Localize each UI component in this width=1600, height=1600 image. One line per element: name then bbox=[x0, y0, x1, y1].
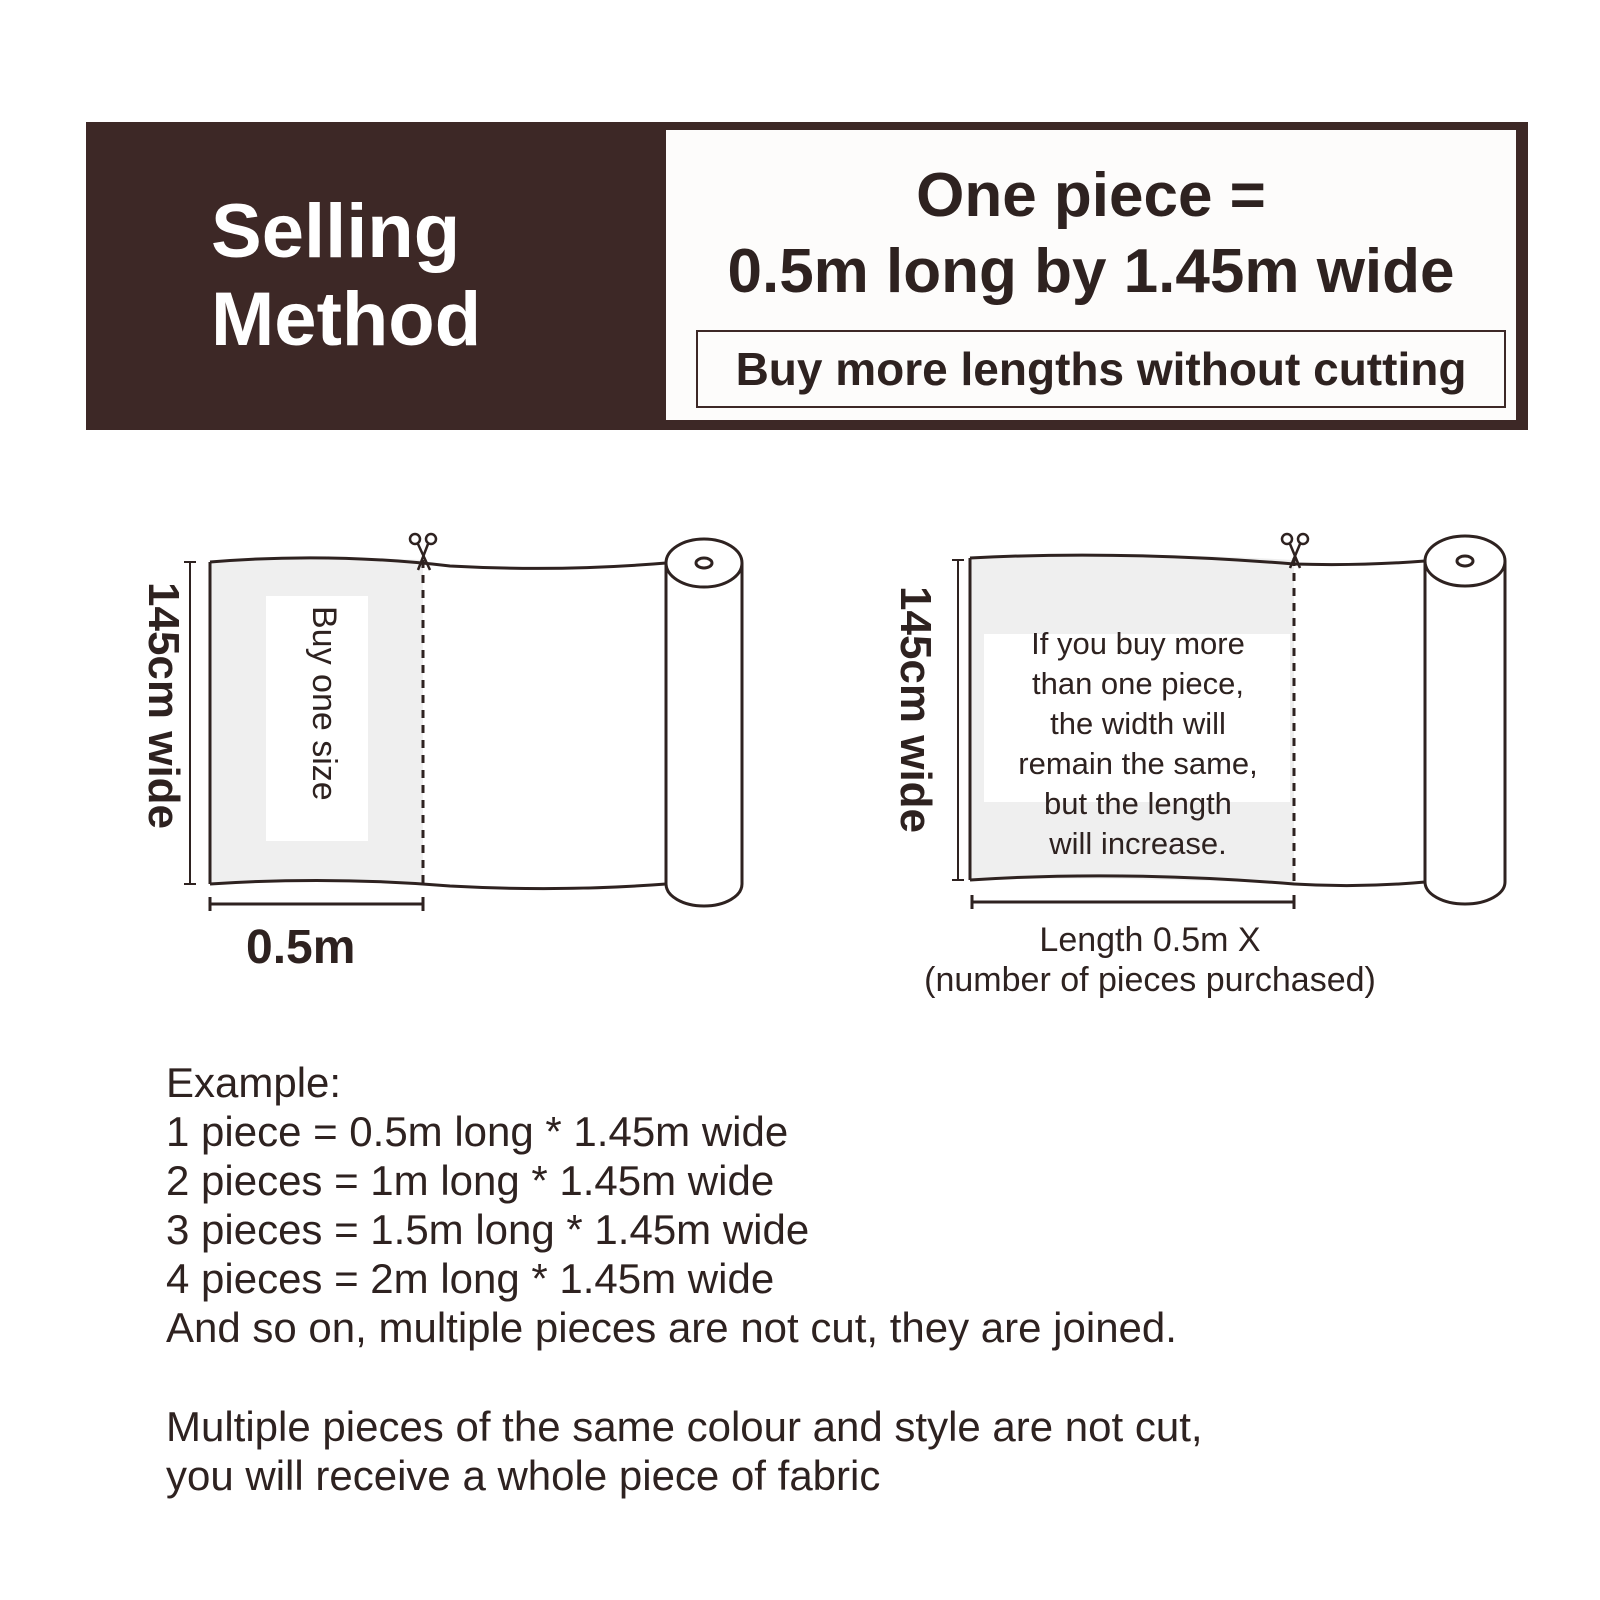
length-formula-line2: (number of pieces purchased) bbox=[924, 961, 1376, 999]
note-line: than one piece, bbox=[1031, 666, 1244, 701]
footer-line2: you will receive a whole piece of fabric bbox=[166, 1452, 881, 1499]
headline-line1: One piece = bbox=[916, 161, 1266, 230]
note-line: the width will bbox=[1050, 706, 1226, 741]
example-line: 4 pieces = 2m long * 1.45m wide bbox=[166, 1255, 775, 1302]
roll-end-left bbox=[666, 539, 742, 587]
note-line: remain the same, bbox=[1018, 746, 1258, 781]
fabric-bottom-edge-right bbox=[970, 876, 1425, 886]
note-line: but the length bbox=[1044, 786, 1232, 821]
footer-line1: Multiple pieces of the same colour and style are not cut, bbox=[166, 1403, 1203, 1450]
example-line: 3 pieces = 1.5m long * 1.45m wide bbox=[166, 1206, 810, 1253]
length-formula-label bbox=[900, 920, 1400, 1000]
fabric-bottom-edge-left bbox=[210, 880, 666, 888]
example-line: 1 piece = 0.5m long * 1.45m wide bbox=[166, 1108, 789, 1155]
width-label-right: 145cm wide bbox=[891, 586, 940, 834]
example-block bbox=[166, 1058, 1177, 1352]
roll-body-right bbox=[1425, 561, 1505, 904]
note-line: will increase. bbox=[1049, 826, 1227, 861]
banner-title-line1: Selling bbox=[211, 189, 461, 274]
width-label-left: 145cm wide bbox=[139, 582, 188, 830]
length-formula-line1: Length 0.5m X bbox=[1039, 921, 1261, 959]
note-line: If you buy more bbox=[1031, 626, 1245, 661]
banner-title-line2: Method bbox=[211, 277, 482, 362]
headline-line2: 0.5m long by 1.45m wide bbox=[727, 237, 1455, 306]
example-heading: Example: bbox=[166, 1059, 342, 1106]
roll-end-right bbox=[1425, 536, 1505, 586]
buy-one-size-label: Buy one size bbox=[305, 606, 343, 801]
no-cutting-note: Buy more lengths without cutting bbox=[696, 330, 1506, 408]
length-label-left: 0.5m bbox=[246, 921, 356, 974]
example-line: 2 pieces = 1m long * 1.45m wide bbox=[166, 1157, 775, 1204]
footer-note bbox=[166, 1402, 1203, 1500]
roll-body-left bbox=[666, 563, 742, 906]
example-line: And so on, multiple pieces are not cut, they are joined. bbox=[166, 1304, 1177, 1351]
multi-piece-note bbox=[988, 624, 1288, 864]
